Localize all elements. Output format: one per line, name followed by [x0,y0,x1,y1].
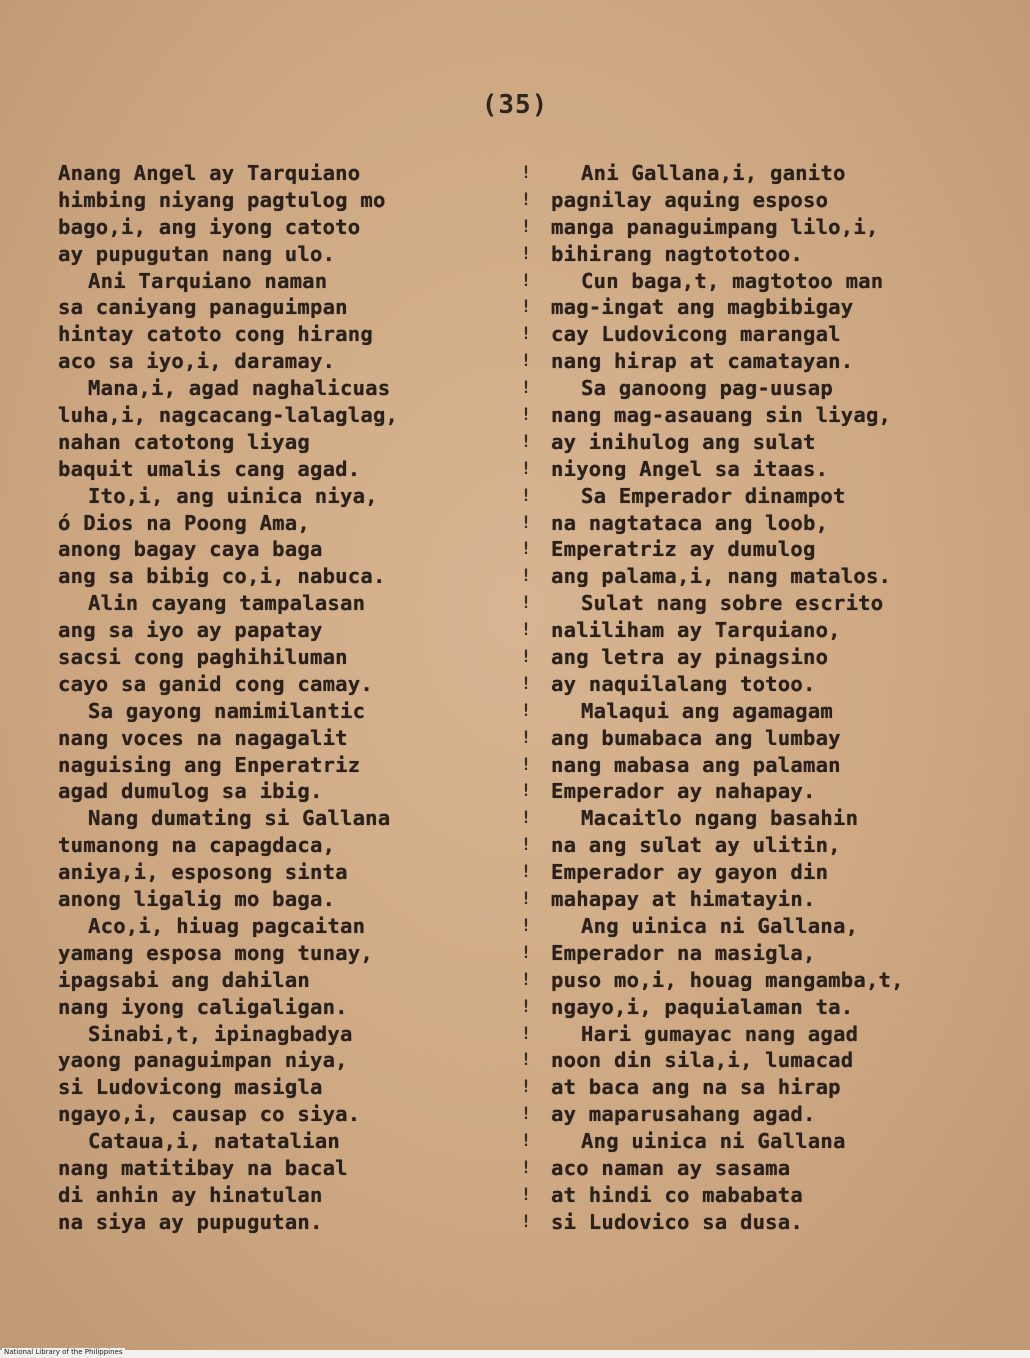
divider-mark: ! [520,405,532,426]
verse-line: ang bumabaca ang lumbay [551,725,841,750]
divider-mark: ! [520,1157,532,1178]
divider-mark: ! [520,915,532,936]
verse-line: noon din sila,i, lumacad [551,1048,854,1073]
verse-line: Ani Gallana,i, ganito [581,161,846,185]
verse-line: nang mabasa ang palaman [551,752,841,777]
verse-line: na nagtataca ang loob, [551,510,829,535]
verse-line: puso mo,i, houag mangamba,t, [551,967,904,992]
divider-mark: ! [520,942,532,963]
divider-mark: ! [520,727,532,748]
divider-mark: ! [520,1131,532,1152]
verse-line: anong bagay caya baga [58,537,323,562]
verse-line: mag-ingat ang magbibigay [551,295,854,320]
verse-line: Sa Emperador dinampot [581,483,846,508]
verse-line: Emperador na masigla, [551,940,816,965]
divider-mark: ! [520,512,532,533]
verse-line: di anhin ay hinatulan [58,1182,323,1207]
verse-line: at baca ang na sa hirap [551,1075,841,1100]
verse-line: Ani Tarquiano naman [88,268,328,293]
divider-mark: ! [520,163,532,183]
verse-line: Cun baga,t, magtotoo man [581,268,884,293]
verse-line: nahan catotong liyag [58,429,310,454]
verse-line: Aco,i, hiuag pagcaitan [88,913,366,938]
divider-mark: ! [520,862,532,883]
verse-line: sacsi cong paghihiluman [58,645,348,670]
verse-line: nang hirap at camatayan. [551,349,854,374]
verse-line: Macaitlo ngang basahin [581,806,859,831]
verse-line: si Ludovico sa dusa. [551,1209,803,1234]
verse-line: nang iyong caligaligan. [58,994,348,1019]
verse-line: bihirang nagtototoo. [551,241,803,266]
divider-mark: ! [520,189,532,210]
divider-mark: ! [520,969,532,990]
verse-line: Mana,i, agad naghalicuas [88,376,391,401]
verse-line: Anang Angel ay Tarquiano [58,161,361,185]
verse-line: Hari gumayac nang agad [581,1021,859,1046]
divider-mark: ! [520,1104,532,1125]
footer-credit: National Library of the Philippines [4,1348,123,1356]
verse-line: sa caniyang panaguimpan [58,295,348,320]
verse-line: bago,i, ang iyong catoto [58,214,361,239]
verse-line: ó Dios na Poong Ama, [58,510,310,535]
divider-mark: ! [520,781,532,802]
verse-line: Cataua,i, natatalian [88,1129,340,1154]
verse-line: ang sa iyo ay papatay [58,618,323,643]
footer-strip [0,1350,1030,1358]
verse-line: Nang dumating si Gallana [88,806,391,831]
verse-line: aco sa iyo,i, daramay. [58,349,336,374]
verse-line: luha,i, nagcacang-lalaglag, [58,403,399,428]
divider-mark: ! [520,351,532,372]
verse-line: himbing niyang pagtulog mo [58,187,386,212]
verse-line: baquit umalis cang agad. [58,456,361,481]
divider-mark: ! [520,1050,532,1071]
verse-line: ay inihulog ang sulat [551,429,816,454]
verse-line: Ang uinica ni Gallana, [581,913,859,938]
verse-line: ang letra ay pinagsino [551,645,829,670]
divider-mark: ! [520,1077,532,1098]
verse-line: at hindi co mababata [551,1182,803,1207]
divider-mark: ! [520,889,532,910]
page-number: (35) [481,90,549,120]
divider-mark: ! [520,270,532,291]
verse-line: nang matitibay na bacal [58,1155,348,1180]
verse-line: ipagsabi ang dahilan [58,967,310,992]
divider-mark: ! [520,620,532,641]
verse-line: anong ligalig mo baga. [58,887,336,912]
divider-mark: ! [520,539,532,560]
verse-line: hintay catoto cong hirang [58,322,373,347]
verse-line: cay Ludovicong marangal [551,322,841,347]
divider-mark: ! [520,673,532,694]
verse-line: Sa gayong namimilantic [88,698,366,723]
verse-line: naliliham ay Tarquiano, [551,618,841,643]
verse-line: Alin cayang tampalasan [88,591,366,616]
verse-line: Sulat nang sobre escrito [581,591,884,616]
verse-line: Sinabi,t, ipinagbadya [88,1021,353,1046]
divider-mark: ! [520,431,532,452]
divider-mark: ! [520,593,532,614]
column-divider [517,160,535,1236]
verse-line: manga panaguimpang lilo,i, [551,214,879,239]
divider-mark: ! [520,485,532,506]
verse-line: aniya,i, esposong sinta [58,860,348,885]
verse-line: ay pupugutan nang ulo. [58,241,336,266]
verse-line: si Ludovicong masigla [58,1075,323,1100]
verse-line: yaong panaguimpan niya, [58,1048,348,1073]
verse-line: agad dumulog sa ibig. [58,779,323,804]
verse-line: aco naman ay sasama [551,1155,791,1180]
verse-line: yamang esposa mong tunay, [58,940,373,965]
divider-mark: ! [520,700,532,721]
verse-line: ang sa bibig co,i, nabuca. [58,564,386,589]
verse-line: cayo sa ganid cong camay. [58,671,373,696]
verse-line: Ang uinica ni Gallana [581,1129,846,1154]
verse-line: Ito,i, ang uinica niya, [88,483,378,508]
verse-line: ang palama,i, nang matalos. [551,564,892,589]
verse-line: nang voces na nagagalit [58,725,348,750]
verse-line: mahapay at himatayin. [551,887,816,912]
verse-line: niyong Angel sa itaas. [551,456,829,481]
verse-line: na siya ay pupugutan. [58,1209,323,1234]
verse-line: Emperador ay nahapay. [551,779,816,804]
left-verse-column [58,160,398,1236]
divider-mark: ! [520,243,532,264]
divider-mark: ! [520,324,532,345]
verse-line: pagnilay aquing esposo [551,187,829,212]
verse-line: ay naquilalang totoo. [551,671,816,696]
verse-line: nang mag-asauang sin liyag, [551,403,892,428]
verse-line: Sa ganoong pag-uusap [581,376,833,401]
verse-line: Emperatriz ay dumulog [551,537,816,562]
divider-mark: ! [520,647,532,668]
divider-mark: ! [520,458,532,479]
verse-line: na ang sulat ay ulitin, [551,833,841,858]
divider-mark: ! [520,808,532,829]
divider-mark: ! [520,996,532,1017]
divider-mark: ! [520,566,532,587]
divider-mark: ! [520,754,532,775]
verse-line: ngayo,i, causap co siya. [58,1102,361,1127]
verse-line: Emperador ay gayon din [551,860,829,885]
right-verse-column [551,160,904,1236]
verse-line: ngayo,i, paquialaman ta. [551,994,854,1019]
divider-mark: ! [520,1023,532,1044]
verse-line: tumanong na capagdaca, [58,833,336,858]
divider-mark: ! [520,1184,532,1205]
divider-mark: ! [520,297,532,318]
divider-mark: ! [520,216,532,237]
divider-mark: ! [520,378,532,399]
verse-line: naguising ang Enperatriz [58,752,361,777]
verse-line: Malaqui ang agamagam [581,698,833,723]
verse-line: ay maparusahang agad. [551,1102,816,1127]
divider-mark: ! [520,1211,532,1232]
divider-mark: ! [520,835,532,856]
